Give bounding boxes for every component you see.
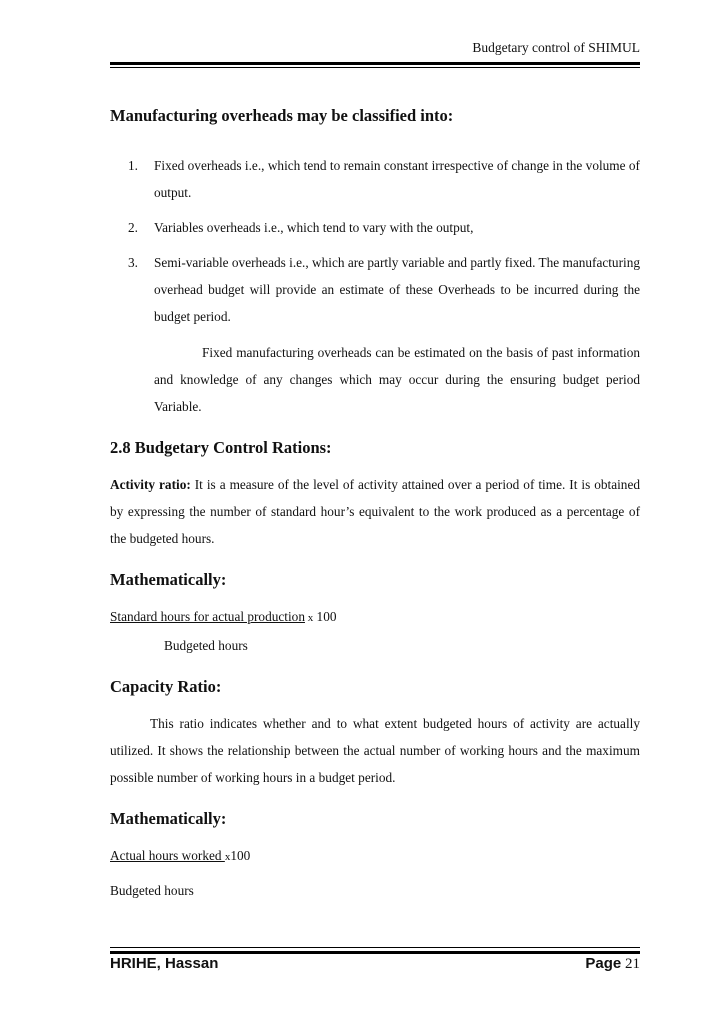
list-item-text: Semi-variable overheads i.e., which are partly variable and partly fixed. The manufacturing overhead budget will provide an estimate of these Overheads to be incurred during the budget period. <box>154 255 641 324</box>
capacity-ratio-formula <box>110 842 640 871</box>
list-item-number: 2. <box>128 220 138 235</box>
formula-numerator: Standard hours for actual production <box>110 609 305 624</box>
footer-rule-thin <box>110 947 640 948</box>
activity-ratio-text: It is a measure of the level of activity attained over a period of time. It is obtained by expressing the number of standard hour’s equivalent to the work produced as a percentage of the budgeted hours. <box>110 477 640 546</box>
page-content <box>110 106 640 904</box>
list-item-text: Variables overheads i.e., which tend to vary with the output, <box>154 220 474 235</box>
activity-ratio-paragraph <box>110 471 640 552</box>
mathematically-heading-1: Mathematically: <box>110 570 227 589</box>
footer-rule <box>110 951 640 954</box>
page-label: Page <box>585 955 622 972</box>
list-item-text: Fixed overheads i.e., which tend to remain constant irrespective of change in the volume of output. <box>154 158 640 200</box>
list-item-number: 1. <box>128 158 138 173</box>
formula-multiplier: 100 <box>230 848 251 863</box>
mathematically-heading-2: Mathematically: <box>110 809 227 828</box>
footer-page <box>585 955 640 973</box>
list-item <box>110 152 640 206</box>
running-header: Budgetary control of SHIMUL <box>472 40 640 55</box>
footer-author: HRIHE, Hassan <box>110 955 219 972</box>
page-number: 21 <box>625 956 640 972</box>
header-rule <box>110 62 640 65</box>
activity-ratio-label: Activity ratio: <box>110 477 191 492</box>
list-item-number: 3. <box>128 255 138 270</box>
formula-times: x <box>304 612 314 624</box>
section-heading-control-rations: 2.8 Budgetary Control Rations: <box>110 438 332 457</box>
section-heading-capacity-ratio: Capacity Ratio: <box>110 677 222 696</box>
formula-times: x <box>224 851 231 863</box>
formula-denominator: Budgeted hours <box>110 883 194 898</box>
formula-denominator: Budgeted hours <box>164 638 248 653</box>
formula-multiplier: 100 <box>313 609 337 624</box>
fixed-overheads-note: Fixed manufacturing overheads can be estimated on the basis of past information and knowledge of any changes which may occur during the ensuring budget period Variable. <box>154 345 640 414</box>
list-item <box>110 214 640 241</box>
activity-ratio-formula <box>110 603 640 632</box>
header-rule-thin <box>110 67 640 68</box>
list-item <box>110 249 640 330</box>
section-heading-overheads: Manufacturing overheads may be classified into: <box>110 106 454 125</box>
formula-numerator: Actual hours worked <box>110 848 225 863</box>
capacity-ratio-paragraph: This ratio indicates whether and to what extent budgeted hours of activity are actually utilized. It shows the relationship between the actual number of working hours and the maximum possible number of working hours in a budget period. <box>110 716 640 785</box>
overheads-list <box>110 152 640 330</box>
